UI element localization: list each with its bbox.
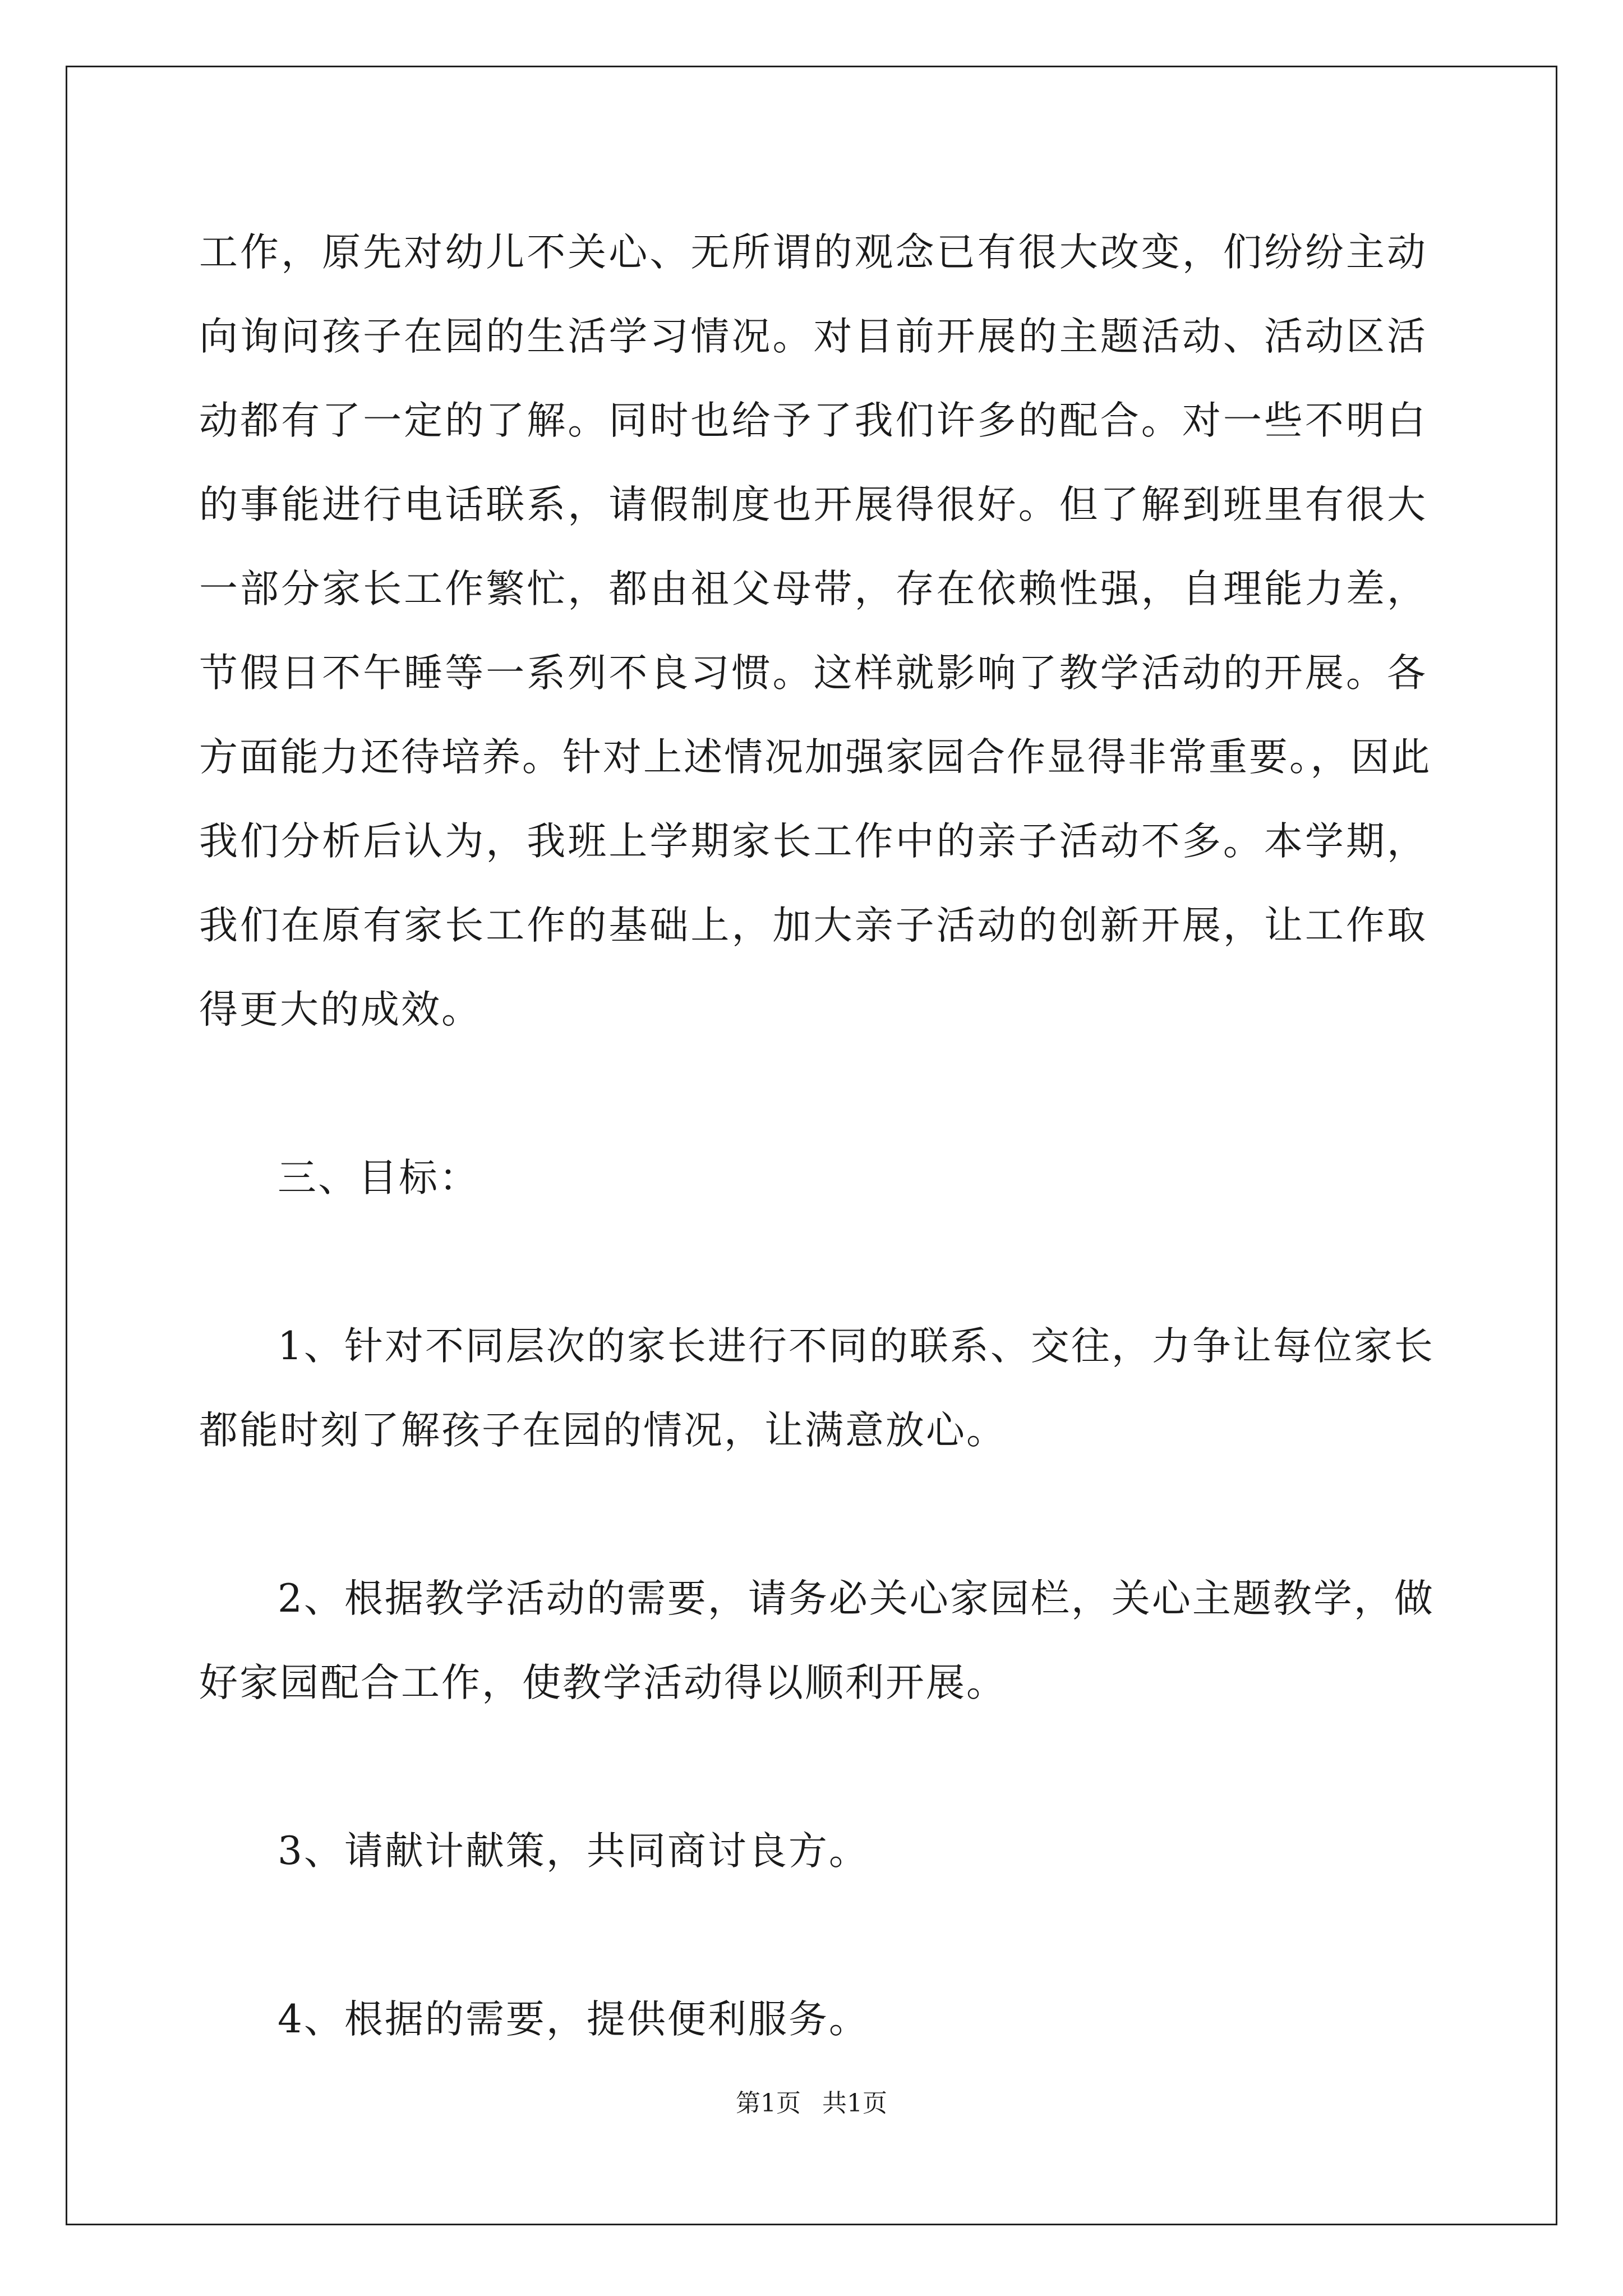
spacer	[199, 1220, 1427, 1304]
spacer	[199, 1052, 1427, 1136]
paragraph-line: 的事能进行电话联系，请假制度也开展得很好。但了解到班里有很大	[199, 482, 1427, 527]
spacer	[199, 1725, 1427, 1809]
section-heading: 三、目标：	[278, 1156, 479, 1200]
goal-line: 好家园配合工作，使教学活动得以顺利开展。	[199, 1660, 1007, 1705]
goal-line: 4、根据的需要，提供便利服务。	[278, 1997, 869, 2042]
document-body	[199, 210, 1435, 2062]
spacer	[199, 1473, 1427, 1557]
spacer	[199, 1893, 1427, 1977]
paragraph-line: 工作，原先对幼儿不关心、无所谓的观念已有很大改变，们纷纷主动	[199, 230, 1427, 275]
goal-line: 2、根据教学活动的需要，请务必关心家园栏，关心主题教学，做	[278, 1576, 1435, 1621]
goal-line: 都能时刻了解孩子在园的情况，让满意放心。	[199, 1408, 1007, 1453]
paragraph-line: 我们分析后认为，我班上学期家长工作中的亲子活动不多。本学期，	[199, 819, 1427, 864]
goal-item-2	[199, 1557, 1435, 1725]
paragraph-line: 方面能力还待培养。针对上述情况加强家园合作显得非常重要。，因此	[199, 735, 1432, 780]
paragraph-line: 节假日不午睡等一系列不良习惯。这样就影响了教学活动的开展。各	[199, 651, 1427, 696]
goal-item-4	[199, 1977, 1427, 2062]
goal-item-3	[199, 1809, 1427, 1893]
paragraph-1	[199, 210, 1432, 1052]
paragraph-line: 动都有了一定的了解。同时也给予了我们许多的配合。对一些不明白	[199, 398, 1427, 443]
paragraph-line: 向询问孩子在园的生活学习情况。对目前开展的主题活动、活动区活	[199, 314, 1427, 359]
goal-item-1	[199, 1304, 1435, 1473]
paragraph-line: 一部分家长工作繁忙，都由祖父母带，存在依赖性强，自理能力差，	[199, 567, 1427, 611]
page-number-current: 第1页	[736, 2089, 801, 2118]
paragraph-line: 我们在原有家长工作的基础上，加大亲子活动的创新开展，让工作取	[199, 903, 1427, 948]
page-number-total: 共1页	[822, 2089, 887, 2118]
goal-line: 3、请献计献策，共同商讨良方。	[278, 1829, 869, 1874]
page-footer	[0, 2087, 1623, 2120]
paragraph-line: 得更大的成效。	[199, 987, 482, 1032]
goal-line: 1、针对不同层次的家长进行不同的联系、交往，力争让每位家长	[278, 1324, 1435, 1369]
